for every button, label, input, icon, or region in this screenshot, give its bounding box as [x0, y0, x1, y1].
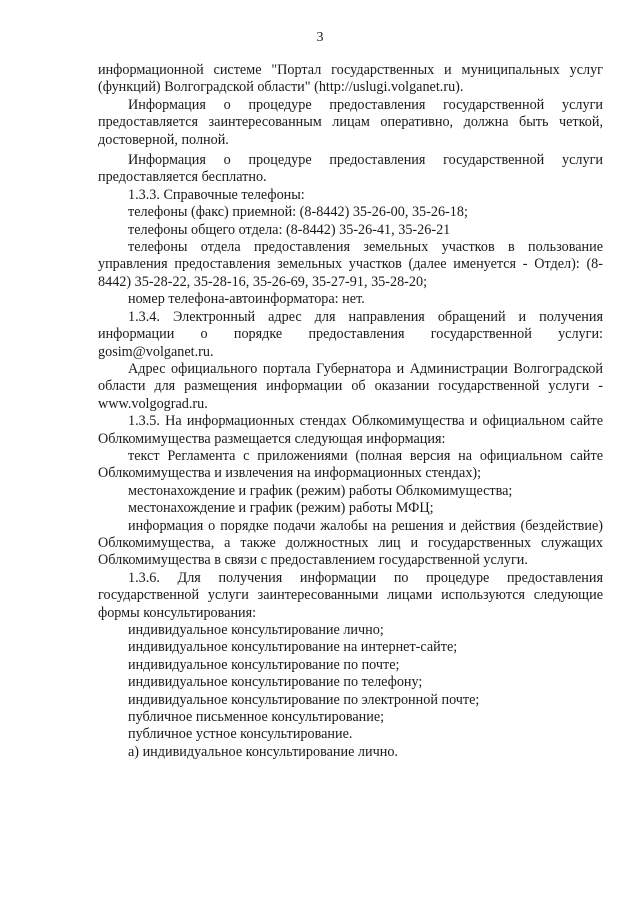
paragraph: текст Регламента с приложениями (полная версия на официальном сайте Облкомимущества и извлечения на информационных стендах);: [98, 447, 603, 482]
list-item: индивидуальное консультирование по почте;: [128, 656, 400, 673]
paragraph: информационной системе "Портал государственных и муниципальных услуг (функций) Волгоградской области" (http://uslugi.volganet.ru).: [98, 62, 603, 96]
paragraph: 1.3.4. Электронный адрес для направления обращений и получения информации о порядке предоставления государственной услуги: gosim@volganet.ru.: [98, 308, 603, 360]
paragraph: телефоны (факс) приемной: (8-8442) 35-26-00, 35-26-18;: [128, 204, 468, 221]
list-item: публичное письменное консультирование;: [128, 709, 385, 726]
paragraph: местонахождение и график (режим) работы МФЦ;: [128, 500, 434, 517]
paragraph: номер телефона-автоинформатора: нет.: [128, 291, 365, 308]
page-number: 3: [316, 30, 324, 45]
list-item: индивидуальное консультирование по телефону;: [128, 674, 423, 691]
document-body: [98, 62, 603, 761]
paragraph: а) индивидуальное консультирование лично.: [128, 743, 398, 760]
paragraph: Адрес официального портала Губернатора и Администрации Волгоградской области для размещения информации об оказании государственной услуги - www.volgograd.ru.: [98, 360, 603, 412]
list-item: публичное устное консультирование.: [128, 726, 353, 743]
paragraph: информация о порядке подачи жалобы на решения и действия (бездействие) Облкомимущества, а также должностных лиц и государственных служащих Облкомимущества в связи с предоставлением государственной услуги.: [98, 517, 603, 569]
list-item: индивидуальное консультирование лично;: [128, 622, 384, 638]
paragraph: телефоны общего отдела: (8-8442) 35-26-41, 35-26-21: [128, 221, 451, 238]
paragraph: 1.3.5. На информационных стендах Облкомимущества и официальном сайте Облкомимущества размещается следующая информация:: [98, 413, 603, 447]
paragraph: 1.3.6. Для получения информации по процедуре предоставления государственной услуги заинтересованными лицами используются следующие формы консультирования:: [98, 569, 603, 621]
paragraph: 1.3.3. Справочные телефоны:: [128, 186, 305, 203]
list-item: индивидуальное консультирование по электронной почте;: [128, 691, 480, 708]
paragraph: Информация о процедуре предоставления государственной услуги предоставляется заинтересованным лицам оперативно, должна быть четкой, достоверной, полной.: [98, 96, 603, 148]
list-item: индивидуальное консультирование на интернет-сайте;: [128, 639, 458, 656]
paragraph: Информация о процедуре предоставления государственной услуги предоставляется бесплатно.: [98, 152, 603, 186]
paragraph: телефоны отдела предоставления земельных участков в пользование управления предоставления земельных участков (далее именуется - Отдел): (8-8442) 35-28-22, 35-28-16, 35-26-69, 35-27-91, 35-28-20;: [98, 239, 603, 290]
paragraph: местонахождение и график (режим) работы Облкомимущества;: [128, 482, 513, 499]
